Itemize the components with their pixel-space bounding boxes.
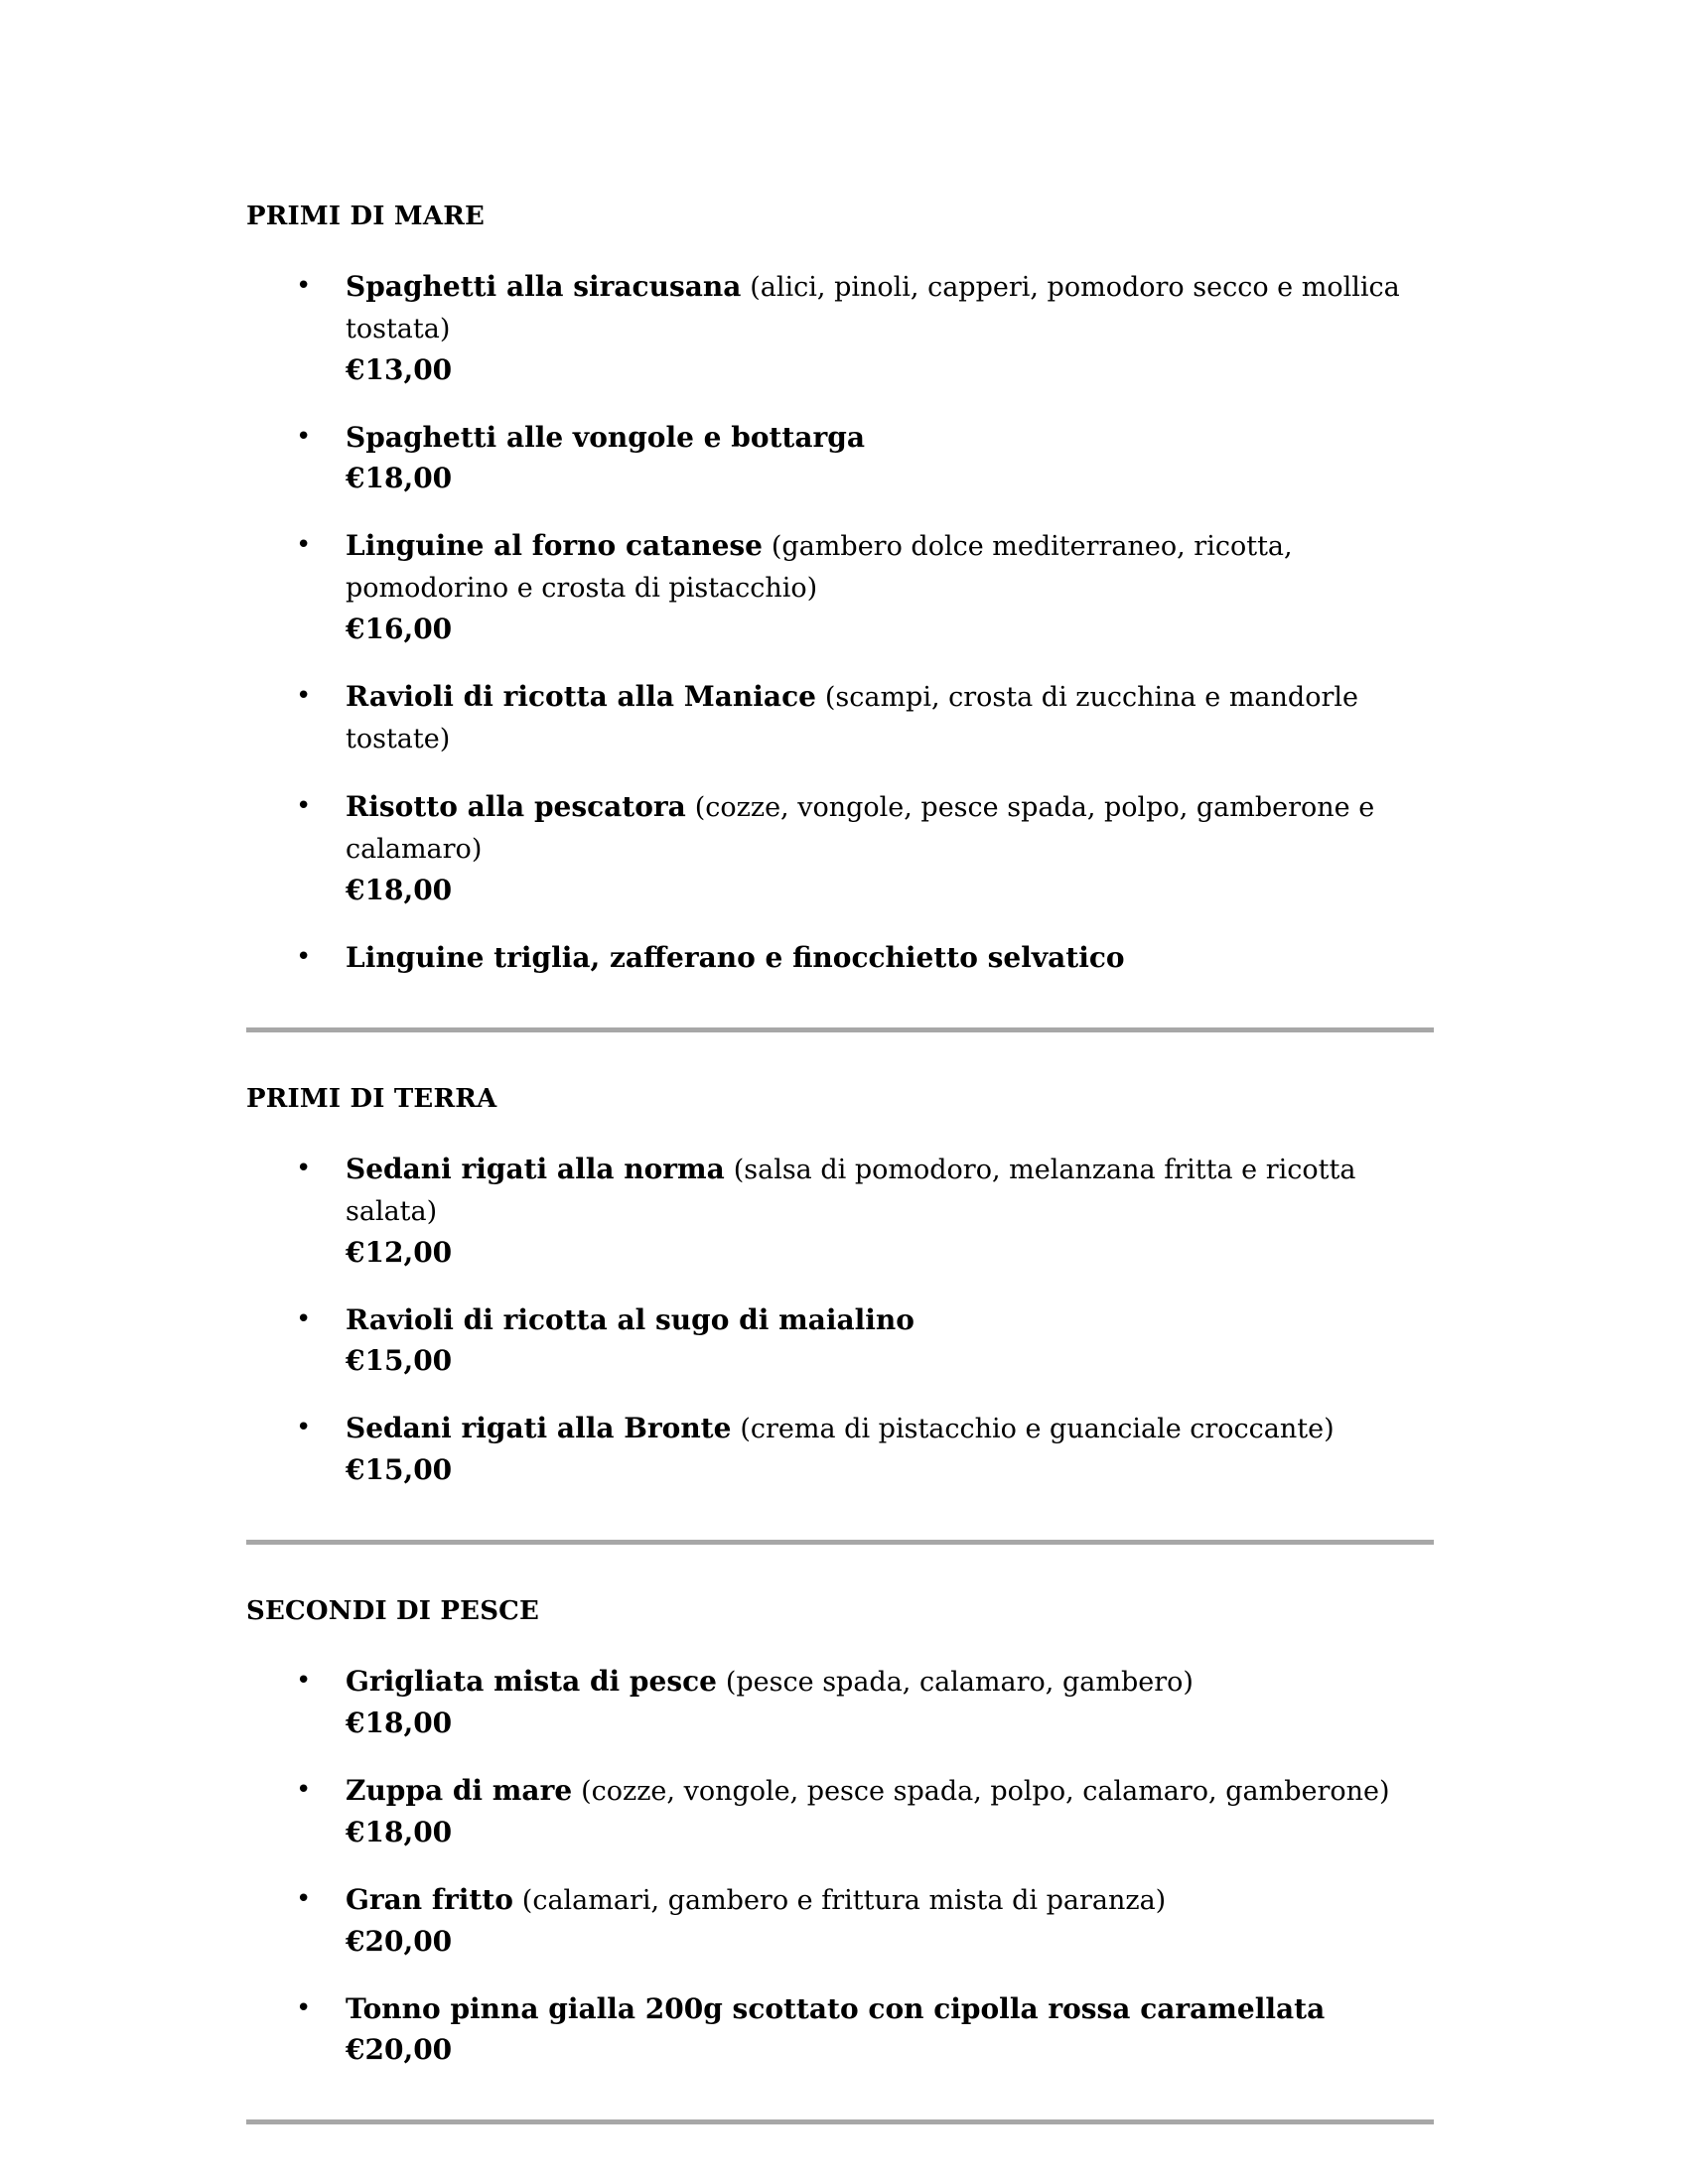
section-primi-di-terra	[246, 1077, 1434, 1490]
section-secondi-di-pesce	[246, 1589, 1434, 2070]
menu-item	[246, 1149, 1434, 1273]
bullet-icon: •	[296, 1154, 312, 1183]
bullet-icon: •	[296, 942, 312, 972]
item-name: Zuppa di mare	[346, 1774, 573, 1807]
bullet-icon: •	[296, 422, 312, 452]
menu-item	[246, 1879, 1434, 1962]
item-list	[246, 1149, 1434, 1490]
bullet-icon: •	[296, 1993, 312, 2023]
section-divider	[246, 2119, 1434, 2124]
menu-item	[246, 676, 1434, 759]
item-name: Tonno pinna gialla 200g scottato con cipolla rossa caramellata	[346, 1992, 1326, 2025]
item-price: €20,00	[346, 2033, 453, 2066]
item-price: €18,00	[346, 1706, 453, 1739]
item-price: €16,00	[346, 613, 453, 645]
section-title: PRIMI DI TERRA	[246, 1084, 497, 1114]
section-divider	[246, 1027, 1434, 1032]
menu-item	[246, 1408, 1434, 1490]
item-name: Sedani rigati alla Bronte	[346, 1412, 732, 1444]
item-name: Ravioli di ricotta alla Maniace	[346, 680, 816, 713]
item-description: (salsa di pomodoro, melanzana fritta e ricotta salata)	[346, 1155, 1356, 1227]
menu-item	[246, 417, 1434, 498]
item-name: Spaghetti alla siracusana	[346, 270, 742, 303]
item-price: €18,00	[346, 462, 453, 494]
item-list	[246, 1661, 1434, 2070]
menu-item	[246, 1661, 1434, 1743]
item-description: (pesce spada, calamaro, gambero)	[725, 1667, 1194, 1698]
item-description: (cozze, vongole, pesce spada, polpo, calamaro, gamberone)	[581, 1776, 1390, 1807]
item-description: (calamari, gambero e frittura mista di paranza)	[521, 1885, 1167, 1916]
bullet-icon: •	[296, 1884, 312, 1914]
item-name: Gran fritto	[346, 1883, 513, 1916]
item-name: Spaghetti alle vongole e bottarga	[346, 421, 865, 454]
bullet-icon: •	[296, 1666, 312, 1696]
bullet-icon: •	[296, 1775, 312, 1805]
section-title: PRIMI DI MARE	[246, 202, 486, 231]
item-price: €15,00	[346, 1344, 453, 1377]
item-price: €15,00	[346, 1453, 453, 1486]
item-price: €18,00	[346, 1816, 453, 1848]
menu-item	[246, 266, 1434, 390]
section-primi-di-mare	[246, 195, 1434, 978]
item-name: Linguine triglia, zafferano e finocchietto selvatico	[346, 941, 1125, 974]
bullet-icon: •	[296, 530, 312, 560]
menu-item	[246, 1770, 1434, 1852]
bullet-icon: •	[296, 1413, 312, 1442]
item-name: Ravioli di ricotta al sugo di maialino	[346, 1303, 914, 1336]
item-price: €13,00	[346, 353, 453, 386]
item-name: Grigliata mista di pesce	[346, 1665, 717, 1698]
item-price: €20,00	[346, 1925, 453, 1958]
bullet-icon: •	[296, 271, 312, 301]
item-description: (crema di pistacchio e guanciale croccante)	[740, 1414, 1335, 1444]
menu-page	[246, 195, 1434, 2124]
item-description: (alici, pinoli, capperi, pomodoro secco e mollica tostata)	[346, 272, 1400, 344]
item-list	[246, 266, 1434, 978]
menu-item	[246, 937, 1434, 978]
menu-item	[246, 786, 1434, 910]
item-price: €18,00	[346, 874, 453, 906]
item-description: (cozze, vongole, pesce spada, polpo, gamberone e calamaro)	[346, 792, 1375, 865]
bullet-icon: •	[296, 791, 312, 821]
bullet-icon: •	[296, 1304, 312, 1334]
menu-item	[246, 1988, 1434, 2070]
item-price: €12,00	[346, 1236, 453, 1269]
section-title: SECONDI DI PESCE	[246, 1596, 540, 1626]
item-description: (gambero dolce mediterraneo, ricotta, pomodorino e crosta di pistacchio)	[346, 531, 1293, 604]
menu-item	[246, 1299, 1434, 1381]
bullet-icon: •	[296, 681, 312, 711]
menu-item	[246, 525, 1434, 649]
section-divider	[246, 1540, 1434, 1545]
item-name: Linguine al forno catanese	[346, 529, 763, 562]
item-name: Sedani rigati alla norma	[346, 1153, 725, 1185]
item-description: (scampi, crosta di zucchina e mandorle tostate)	[346, 682, 1358, 754]
item-name: Risotto alla pescatora	[346, 790, 686, 823]
